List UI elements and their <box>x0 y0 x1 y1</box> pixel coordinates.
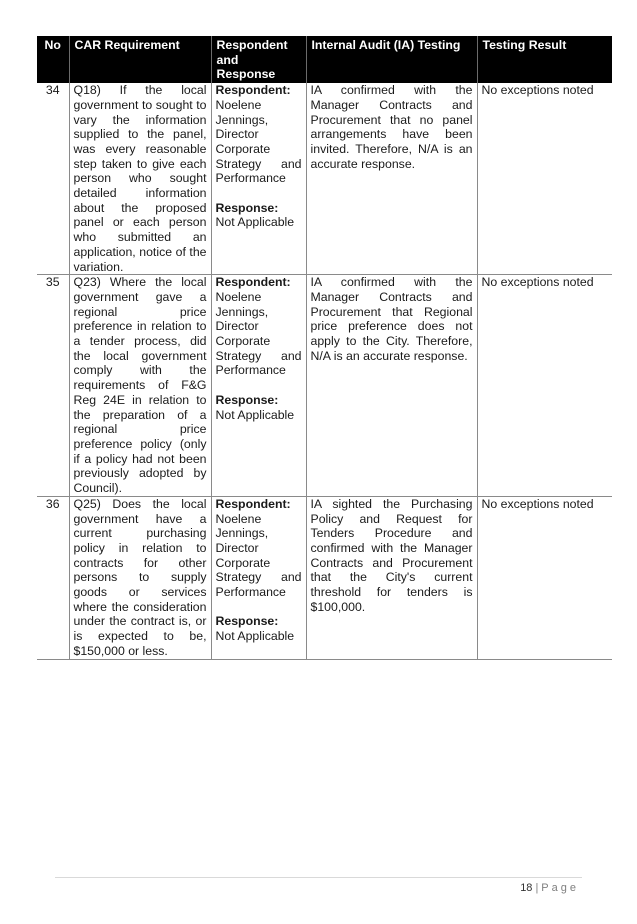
respondent-cell <box>211 275 306 497</box>
testing-result-cell: No exceptions noted <box>477 83 612 275</box>
respondent-label: Respondent: <box>215 83 291 98</box>
response-value: Not Applicable <box>215 629 295 644</box>
row-number: 36 <box>37 496 69 659</box>
response-label: Response: <box>215 200 279 215</box>
table-header-row <box>37 36 612 83</box>
respondent-name: Noelene Jennings, Director Corporate Strategy and Performance <box>215 97 302 186</box>
car-requirement-cell: Q25) Does the local government have a current purchasing policy in relation to contracts for other persons to supply goods or services where the consideration under the contract is, or is expected to be, $150,000 or less. <box>69 496 211 659</box>
header-car-requirement: CAR Requirement <box>69 36 211 83</box>
table-row <box>37 275 612 497</box>
header-respondent-and-response: Respondent and Response <box>211 36 306 83</box>
header-ia-testing: Internal Audit (IA) Testing <box>306 36 477 83</box>
ia-testing-cell: IA confirmed with the Manager Contracts and Procurement that no panel arrangements have been invited. Therefore, N/A is an accurate response. <box>306 83 477 275</box>
table-row <box>37 83 612 275</box>
header-testing-result: Testing Result <box>477 36 612 83</box>
page-footer <box>520 882 579 894</box>
car-requirement-cell: Q18) If the local government to sought to vary the information supplied to the panel, was every reasonable step taken to give each person who sought detailed information about the proposed panel or each person who submitted an application, notice of the variation. <box>69 83 211 275</box>
respondent-cell <box>211 83 306 275</box>
footer-separator: | <box>535 882 539 894</box>
table-row <box>37 496 612 659</box>
header-no: No <box>37 36 69 83</box>
response-label: Response: <box>215 392 279 407</box>
response-label: Response: <box>215 614 279 629</box>
page-word: Page <box>541 882 579 894</box>
respondent-cell <box>211 496 306 659</box>
respondent-label: Respondent: <box>215 275 291 290</box>
footer-divider <box>55 877 582 878</box>
row-number: 35 <box>37 275 69 497</box>
row-number: 34 <box>37 83 69 275</box>
response-value: Not Applicable <box>215 407 295 422</box>
ia-testing-cell: IA confirmed with the Manager Contracts and Procurement that Regional price preference does not apply to the City. Therefore, N/A is an accurate response. <box>306 275 477 497</box>
testing-result-cell: No exceptions noted <box>477 496 612 659</box>
respondent-label: Respondent: <box>215 496 291 511</box>
respondent-name: Noelene Jennings, Director Corporate Strategy and Performance <box>215 511 302 600</box>
ia-testing-cell: IA sighted the Purchasing Policy and Request for Tenders Procedure and confirmed with the Manager Contracts and Procurement that the City's current threshold for tenders is $100,000. <box>306 496 477 659</box>
testing-result-cell: No exceptions noted <box>477 275 612 497</box>
audit-table <box>37 36 612 660</box>
page-number: 18 <box>520 882 533 894</box>
car-requirement-cell: Q23) Where the local government gave a regional price preference in relation to a tender process, did the local government comply with the requirements of F&G Reg 24E in relation to the preparation of a regional price preference policy (only if a policy had not been previously adopted by Council). <box>69 275 211 497</box>
respondent-name: Noelene Jennings, Director Corporate Strategy and Performance <box>215 289 302 378</box>
response-value: Not Applicable <box>215 215 295 230</box>
